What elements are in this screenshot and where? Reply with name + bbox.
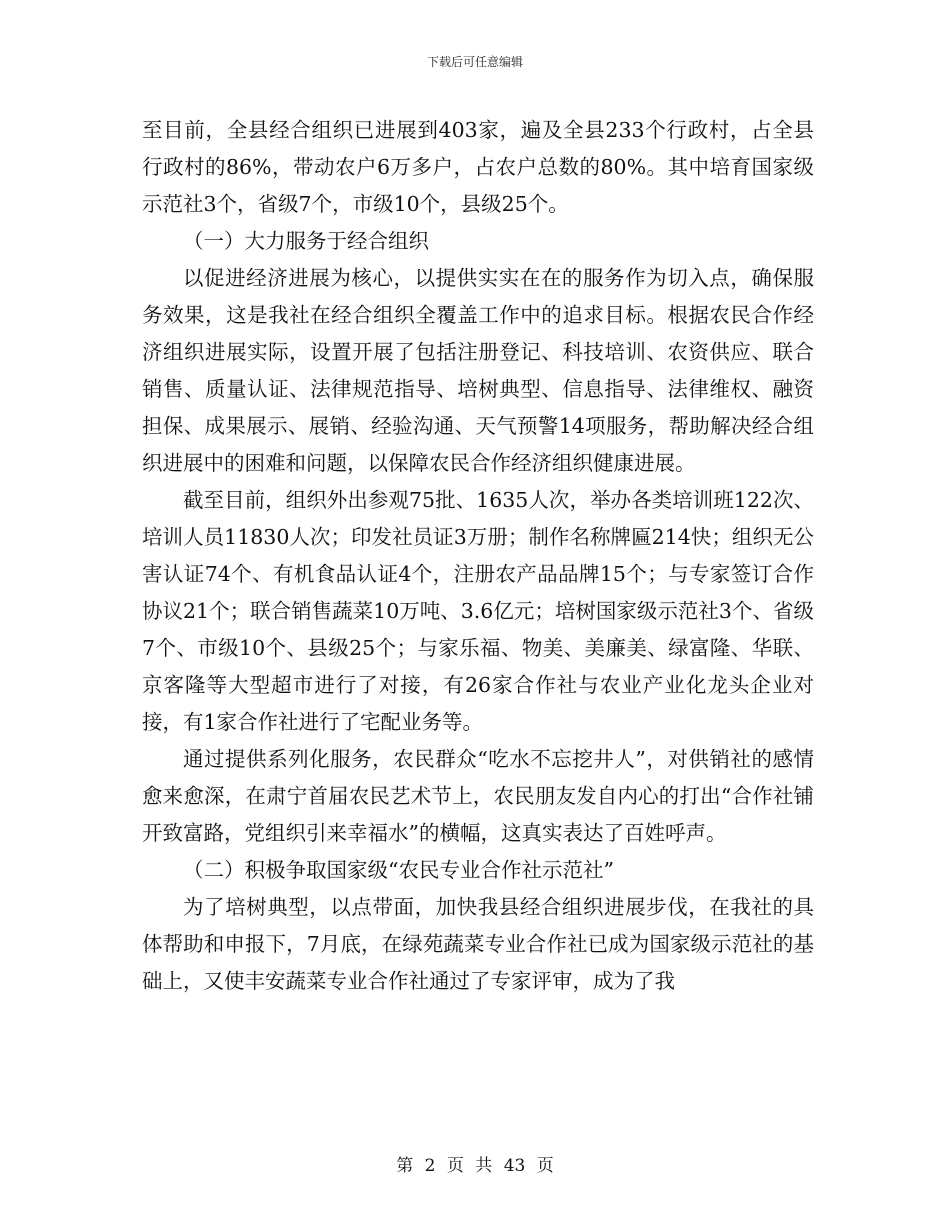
page-body bbox=[142, 112, 814, 1000]
paragraph-continued: 至目前，全县经合组织已进展到403家，遍及全县233个行政村，占全县行政村的86%，带动农户6万多户，占农户总数的80%。其中培育国家级示范社3个，省级7个，市级10个，县级25个。 bbox=[142, 118, 814, 216]
paragraph: 截至目前，组织外出参观75批、1635人次，举办各类培训班122次、培训人员11830人次；印发社员证3万册；制作名称牌匾214快；组织无公害认证74个、有机食品认证4个，注册农产品品牌15个；与专家签订合作协议21个；联合销售蔬菜10万吨、3.6亿元；培树国家级示范社3个、省级7个、市级10个、县级25个；与家乐福、物美、美廉美、绿富隆、华联、京客隆等大型超市进行了对接，有26家合作社与农业产业化龙头企业对接，有1家合作社进行了宅配业务等。 bbox=[142, 488, 814, 734]
paragraph: 通过提供系列化服务，农民群众“吃水不忘挖井人”，对供销社的感情愈来愈深，在肃宁首届农民艺术节上，农民朋友发自内心的打出“合作社铺开致富路，党组织引来幸福水”的横幅，这真实表达了百姓呼声。 bbox=[142, 747, 814, 845]
paragraph: 以促进经济进展为核心，以提供实实在在的服务作为切入点，确保服务效果，这是我社在经合组织全覆盖工作中的追求目标。根据农民合作经济组织进展实际，设置开展了包括注册登记、科技培训、农资供应、联合销售、质量认证、法律规范指导、培树典型、信息指导、法律维权、融资担保、成果展示、展销、经验沟通、天气预警14项服务，帮助解决经合组织进展中的困难和问题，以保障农民合作经济组织健康进展。 bbox=[142, 266, 814, 475]
paragraph: 为了培树典型，以点带面，加快我县经合组织进展步伐，在我社的具体帮助和申报下，7月底，在绿苑蔬菜专业合作社已成为国家级示范社的基础上，又使丰安蔬菜专业合作社通过了专家评审，成为了我 bbox=[142, 895, 814, 993]
page-number-footer: 第 2 页 共 43 页 bbox=[396, 1156, 554, 1176]
section-heading-2: （二）积极争取国家级“农民专业合作社示范社” bbox=[183, 858, 614, 882]
page-header: 下载后可任意编辑 bbox=[426, 55, 523, 69]
section-heading-1: （一）大力服务于经合组织 bbox=[183, 229, 429, 253]
